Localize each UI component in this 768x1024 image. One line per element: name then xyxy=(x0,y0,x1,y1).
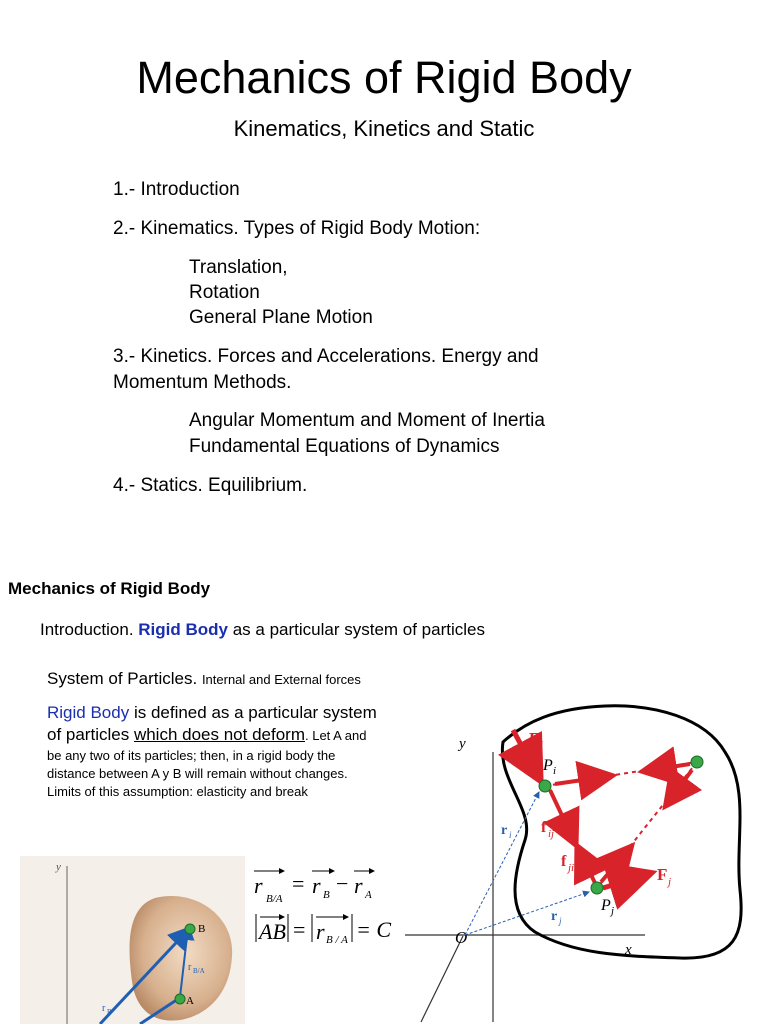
vec-rba-label: r xyxy=(188,962,192,973)
eq1-r2: r xyxy=(354,873,363,898)
rigid-body-line-5: Limits of this assumption: elasticity and break xyxy=(47,784,308,799)
outline-subitem-fundamental-eq: Fundamental Equations of Dynamics xyxy=(189,436,500,457)
intro-suffix: as a particular system of particles xyxy=(228,620,485,639)
outline-item-4: 4.- Statics. Equilibrium. xyxy=(113,475,308,496)
particle-b xyxy=(185,924,195,934)
rigid-line2-prefix: of particles xyxy=(47,725,134,744)
eq1-minus: − xyxy=(336,871,349,896)
vec-rb-label: r xyxy=(102,1003,106,1014)
rigid-body-line-1 xyxy=(47,703,377,723)
rigid-body-line-2 xyxy=(47,725,366,745)
equations-figure xyxy=(248,860,398,950)
outline-item-3-line2: Momentum Methods. xyxy=(113,372,292,393)
eq2-equals: = xyxy=(293,917,306,942)
eq1-r2-sub: A xyxy=(365,889,372,901)
point-pi-sub: i xyxy=(553,765,557,777)
origin-label: O xyxy=(455,928,468,947)
eq2-r: r xyxy=(316,919,325,944)
vec-rj-sub: j xyxy=(559,916,562,926)
section-title: Mechanics of Rigid Body xyxy=(8,579,211,598)
eq1-r1-sub: B xyxy=(323,889,330,901)
intro-line xyxy=(40,620,485,640)
rigid-body-line-3: be any two of its particles; then, in a rigid body the xyxy=(47,748,336,763)
force-fj-label: F xyxy=(657,865,668,884)
vec-rba-sub: B/A xyxy=(193,967,205,975)
point-pj-sub: j xyxy=(611,905,615,917)
point-a-label: A xyxy=(186,995,194,1007)
point-b-label: B xyxy=(198,923,206,935)
outline-item-2: 2.- Kinematics. Types of Rigid Body Motion: xyxy=(113,218,481,239)
fji-label: f xyxy=(561,853,567,870)
intro-highlight: Rigid Body xyxy=(138,620,228,639)
system-line xyxy=(47,669,361,689)
rigid-line2-underlined: which does not deform xyxy=(133,725,305,744)
eq1-lhs: r xyxy=(254,873,263,898)
system-main: System of Particles. xyxy=(47,669,202,688)
outline-subitem-rotation: Rotation xyxy=(189,282,260,303)
eq2-r-sub: B / A xyxy=(326,934,348,946)
intro-prefix: Introduction. xyxy=(40,620,139,639)
rigid-body-figure xyxy=(20,856,245,1024)
eq1-lhs-sub: B/A xyxy=(266,893,283,905)
eq2-ab: AB xyxy=(259,919,286,944)
fji-sub: ji xyxy=(568,862,575,874)
y-axis-label: y xyxy=(459,736,466,752)
outline-subitem-translation: Translation, xyxy=(189,257,288,278)
slide-subtitle: Kinematics, Kinetics and Static xyxy=(233,116,535,141)
particle-pj xyxy=(591,882,603,894)
y-axis-label: y xyxy=(56,861,61,873)
fij-label: f xyxy=(541,819,547,836)
vec-ri-sub: i xyxy=(509,830,512,840)
fij-sub: ij xyxy=(548,828,555,840)
force-fi-sub: i xyxy=(540,739,544,751)
eq1-equals: = xyxy=(292,871,305,896)
particle-pk xyxy=(691,756,703,768)
force-fi-label: F xyxy=(529,729,540,748)
outline-item-1: 1.- Introduction xyxy=(113,179,240,200)
vec-rb-sub: B xyxy=(107,1008,112,1016)
vec-ri-label: r xyxy=(501,823,508,838)
rigid-highlight: Rigid Body xyxy=(47,703,130,722)
vec-rj-label: r xyxy=(551,909,558,924)
eq1-r1: r xyxy=(312,873,321,898)
outline-item-3-line1: 3.- Kinetics. Forces and Accelerations. Energy and xyxy=(113,346,539,367)
rigid-line2-suffix: . Let A and xyxy=(304,728,367,743)
system-small: Internal and External forces xyxy=(201,672,361,687)
slide-title: Mechanics of Rigid Body xyxy=(136,52,632,103)
rigid-line1-suffix: is defined as a particular system xyxy=(129,703,377,722)
particle-pi xyxy=(539,780,551,792)
point-pi-label: P xyxy=(543,757,553,774)
x-axis-label: x xyxy=(625,942,632,958)
particle-system-figure xyxy=(405,700,753,1024)
eq2-c: = C xyxy=(356,917,392,942)
outline-subitem-general-plane: General Plane Motion xyxy=(189,307,373,328)
particle-a xyxy=(175,994,185,1004)
outline-subitem-angular-momentum: Angular Momentum and Moment of Inertia xyxy=(189,410,545,431)
force-fj-sub: j xyxy=(668,876,672,888)
point-pj-label: P xyxy=(601,897,611,914)
rigid-body-line-4: distance between A y B will remain without changes. xyxy=(47,766,348,781)
